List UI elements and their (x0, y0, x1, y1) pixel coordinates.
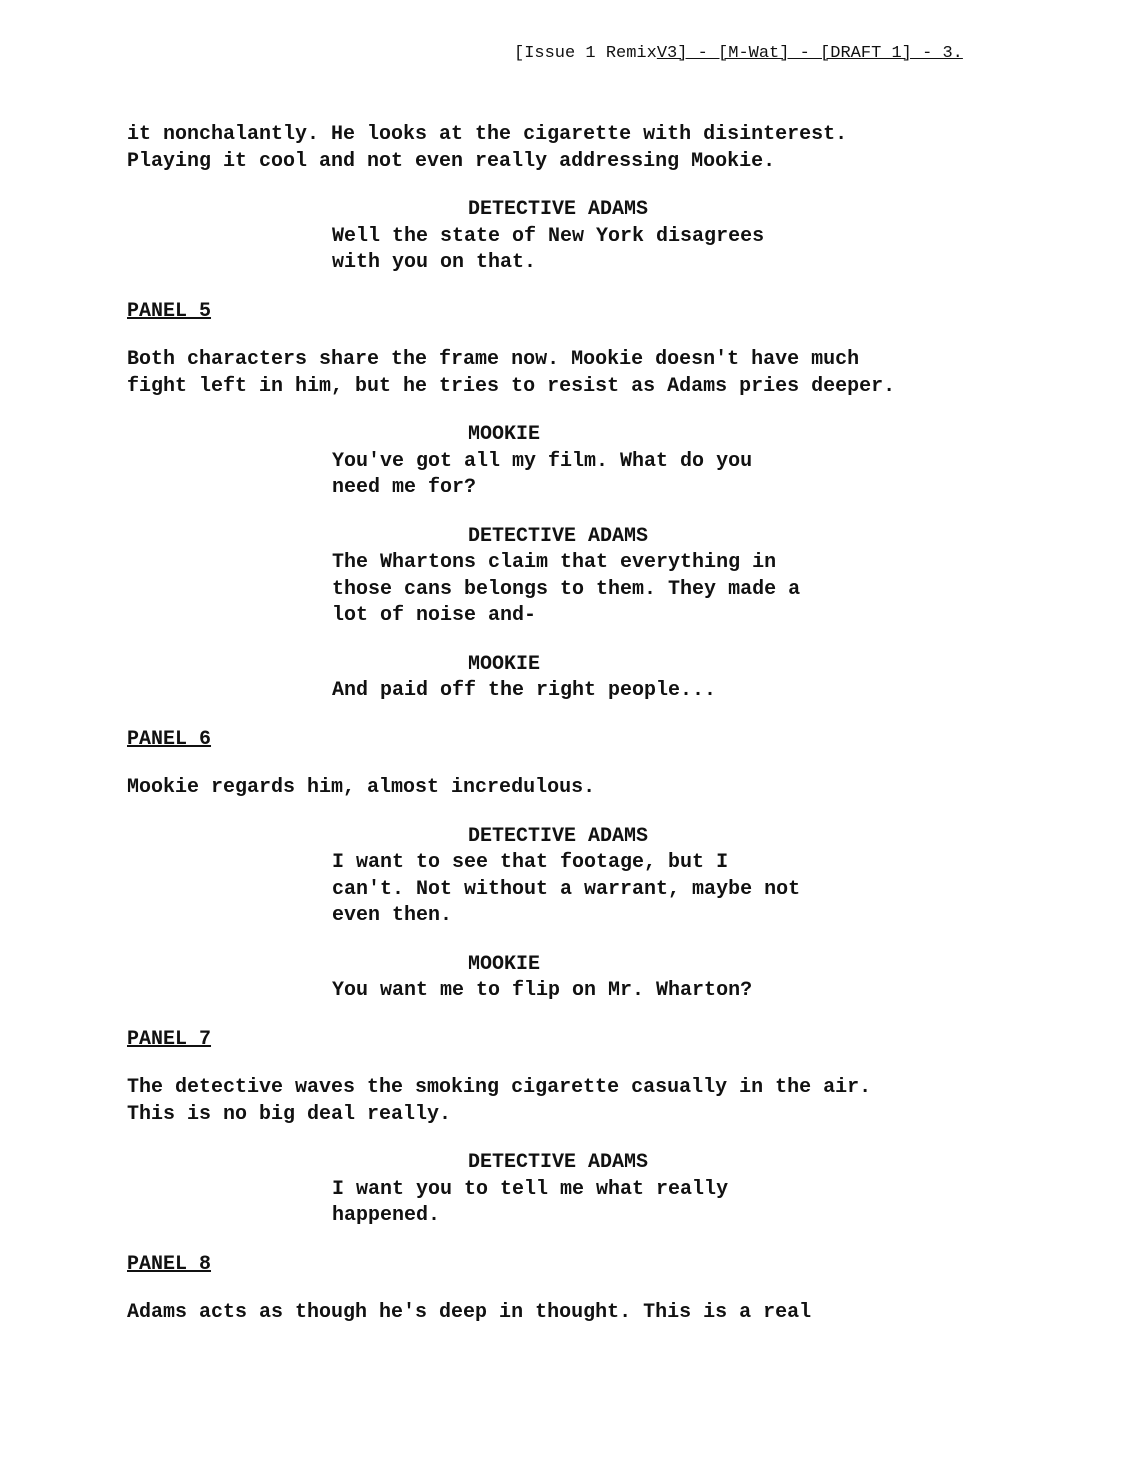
dialogue-line: happened. (332, 1204, 441, 1227)
character-name: DETECTIVE ADAMS (468, 524, 649, 548)
page-header (514, 44, 963, 63)
dialogue-line: need me for? (332, 476, 477, 499)
action-block (127, 347, 1027, 400)
header-prefix: [Issue 1 Remix (514, 44, 657, 63)
dialogue-line: And paid off the right people... (332, 679, 717, 702)
action-block (127, 1300, 1027, 1327)
action-line: it nonchalantly. He looks at the cigarette with disinterest. (127, 123, 848, 146)
character-name: MOOKIE (468, 423, 541, 446)
script-body (127, 122, 1027, 1327)
dialogue-block (127, 824, 1027, 930)
dialogue-line: You want me to flip on Mr. Wharton? (332, 979, 753, 1002)
character-name: DETECTIVE ADAMS (468, 824, 649, 848)
character-name: MOOKIE (468, 652, 541, 676)
character-name: DETECTIVE ADAMS (468, 198, 649, 221)
dialogue-block (127, 952, 1027, 1005)
character-name: DETECTIVE ADAMS (468, 1151, 649, 1174)
dialogue-line: can't. Not without a warrant, maybe not (332, 877, 801, 901)
dialogue-line: I want to see that footage, but I (332, 851, 729, 874)
action-line: Both characters share the frame now. Mookie doesn't have much (127, 348, 860, 371)
dialogue-line: Well the state of New York disagrees (332, 224, 765, 248)
panel-heading: PANEL 6 (127, 727, 212, 751)
action-line: Playing it cool and not even really addressing Mookie. (127, 149, 776, 173)
dialogue-line: The Whartons claim that everything in (332, 551, 777, 574)
action-line: Adams acts as though he's deep in thought. This is a real (127, 1301, 812, 1324)
dialogue-block (127, 1150, 1027, 1230)
action-line: The detective waves the smoking cigarette casually in the air. (127, 1076, 872, 1099)
dialogue-block (127, 524, 1027, 630)
dialogue-line: I want you to tell me what really (332, 1177, 729, 1201)
dialogue-line: even then. (332, 904, 453, 927)
action-line: fight left in him, but he tries to resist as Adams pries deeper. (127, 374, 896, 398)
character-name: MOOKIE (468, 952, 541, 976)
dialogue-line: lot of noise and- (332, 604, 537, 627)
dialogue-block (127, 422, 1027, 502)
dialogue-line: You've got all my film. What do you (332, 449, 753, 473)
panel-heading: PANEL 7 (127, 1027, 212, 1051)
action-block (127, 1075, 1027, 1128)
action-block (127, 775, 1027, 802)
dialogue-block (127, 197, 1027, 277)
action-line: Mookie regards him, almost incredulous. (127, 776, 596, 799)
dialogue-block (127, 652, 1027, 705)
dialogue-line: those cans belongs to them. They made a (332, 577, 801, 601)
header-draft-info: V3] - [M-Wat] - [DRAFT 1] - 3. (656, 44, 963, 63)
panel-heading: PANEL 5 (127, 299, 212, 323)
action-block (127, 122, 1027, 175)
dialogue-line: with you on that. (332, 251, 537, 274)
panel-heading: PANEL 8 (127, 1252, 212, 1276)
action-line: This is no big deal really. (127, 1102, 452, 1126)
